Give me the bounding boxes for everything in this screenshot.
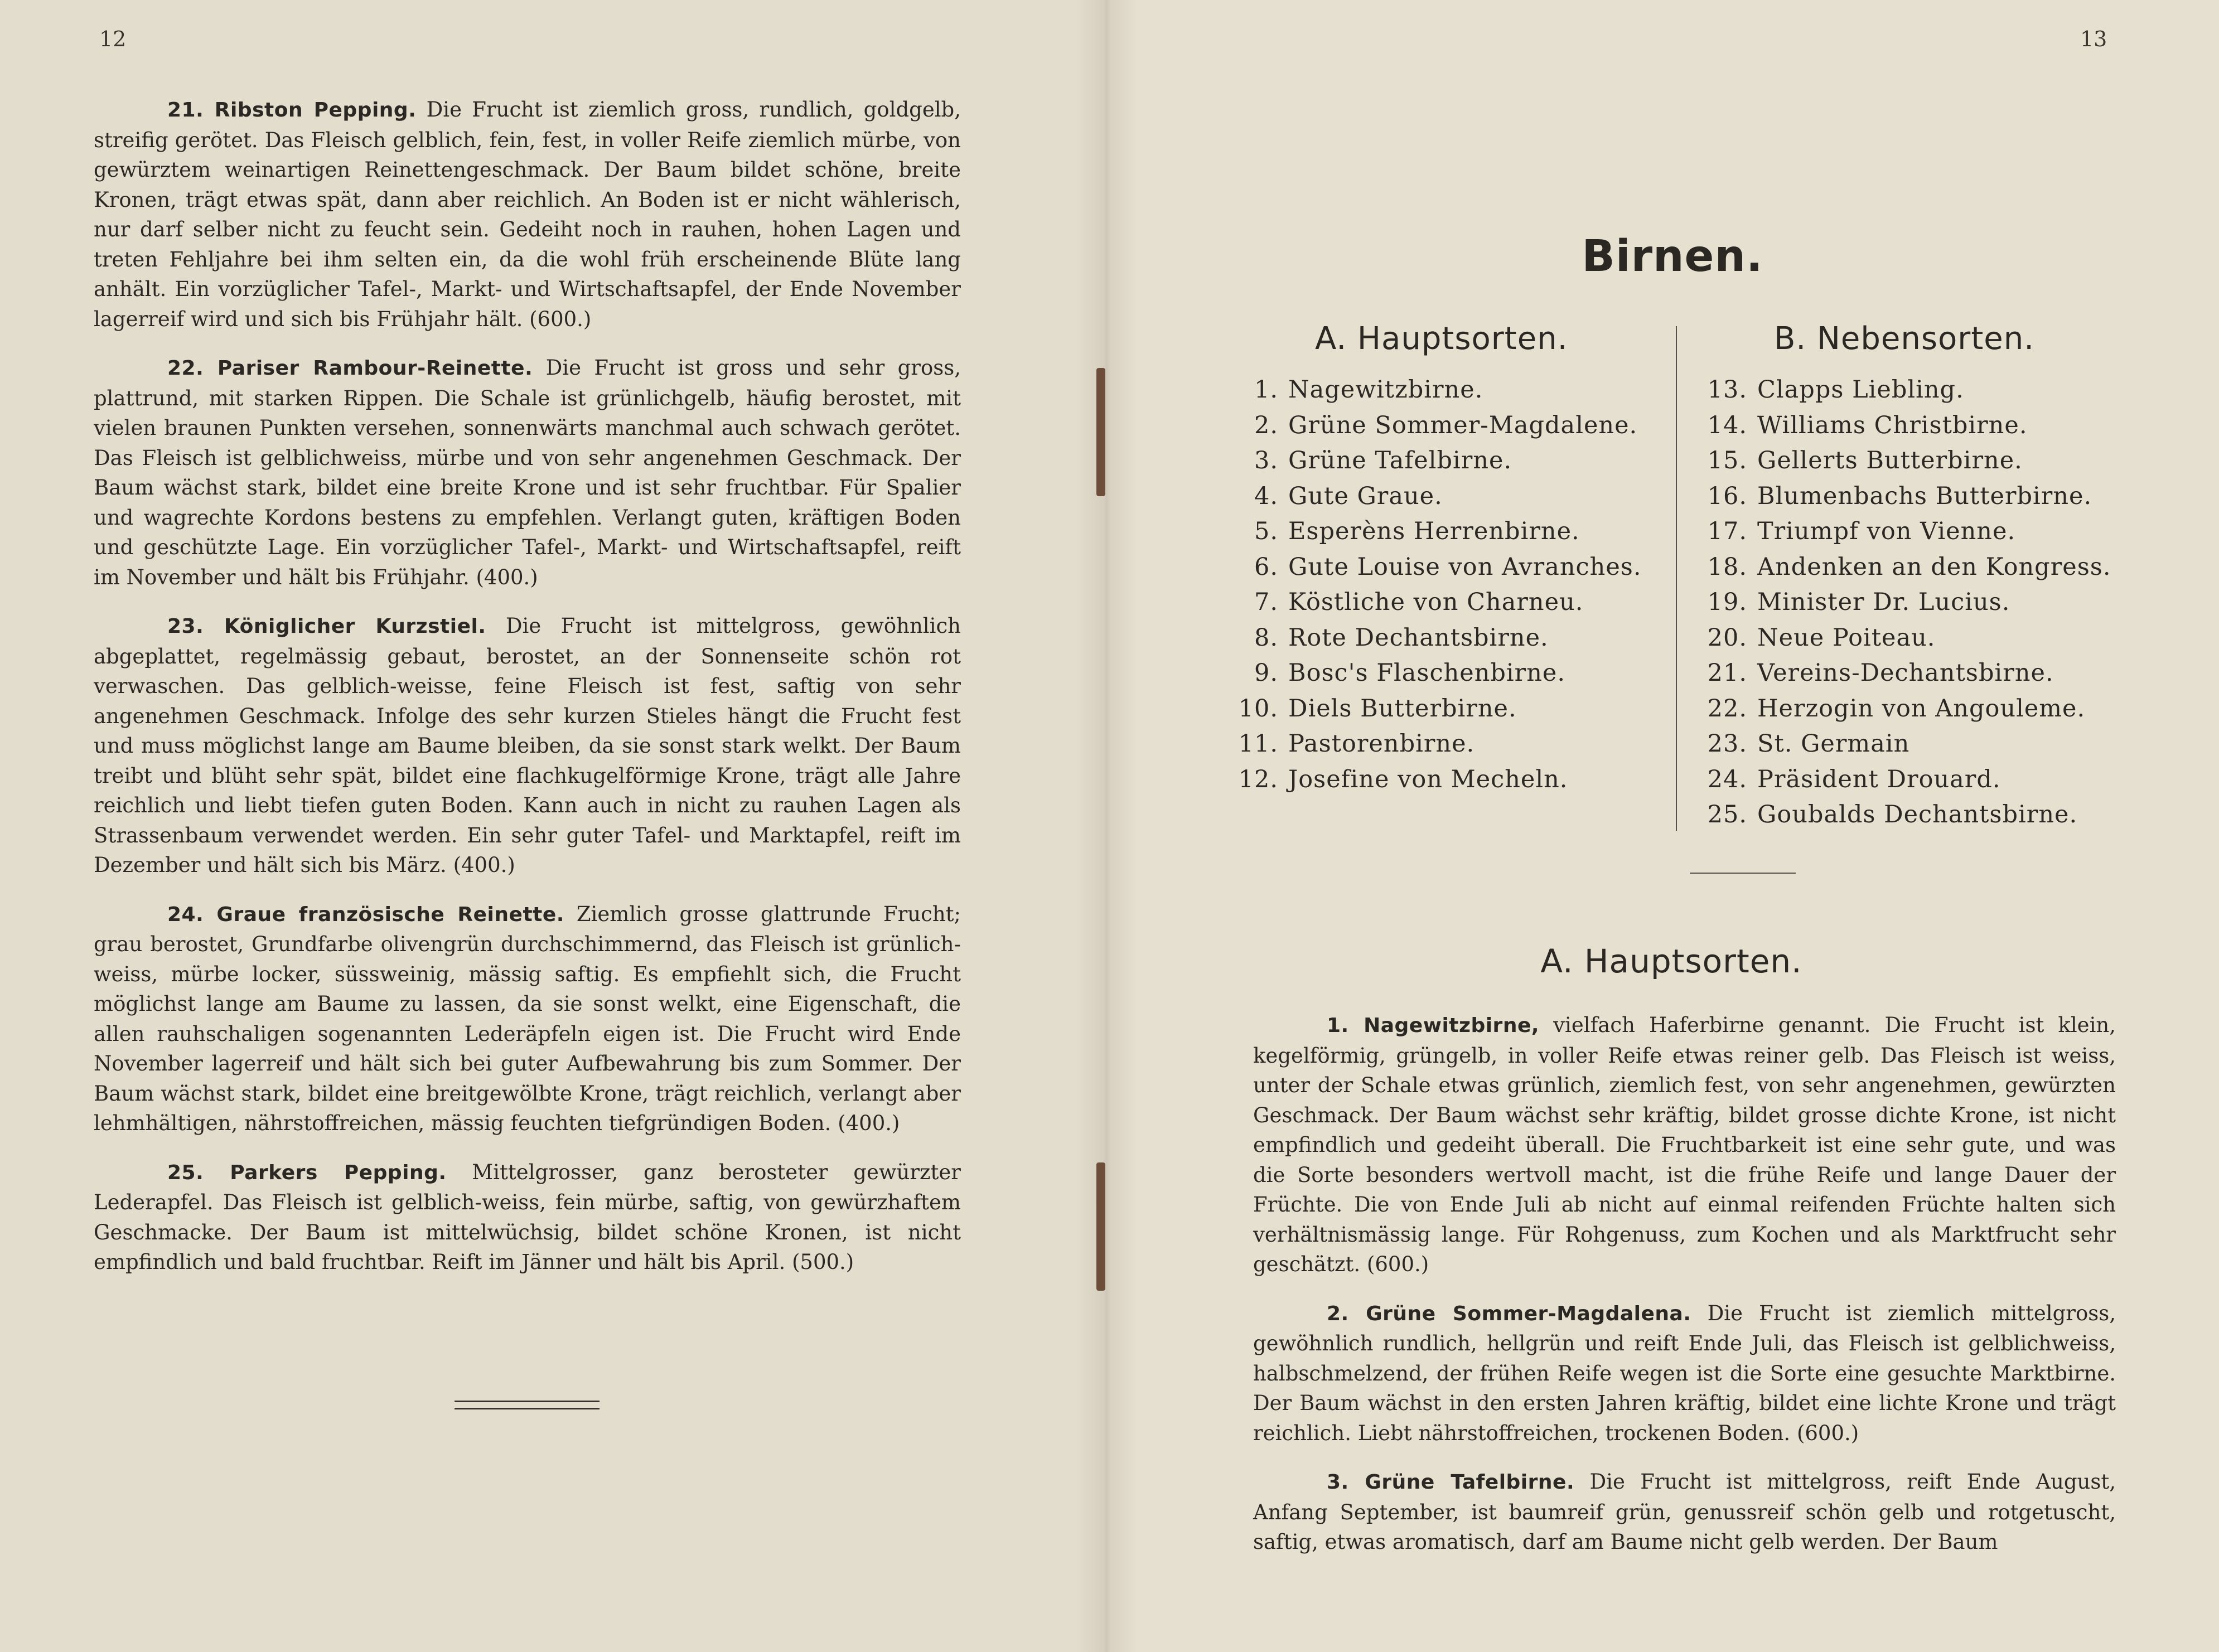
list-item — [1232, 479, 1642, 515]
item-number: 13. — [1707, 376, 1747, 404]
list-item — [1232, 762, 1642, 798]
item-name: Andenken an den Kongress. — [1757, 553, 2111, 581]
section-divider-rule — [1690, 873, 1796, 874]
list-item — [1701, 691, 2111, 727]
item-number: 15. — [1707, 447, 1747, 474]
list-item — [1701, 514, 2111, 550]
list-item — [1232, 408, 1642, 444]
item-number: 9. — [1254, 659, 1278, 687]
item-name: Nagewitzbirne. — [1288, 376, 1483, 404]
list-item — [1232, 372, 1642, 408]
page-number: 12 — [99, 27, 127, 51]
item-name: Präsident Drouard. — [1757, 765, 2001, 793]
list-item — [1232, 621, 1642, 656]
nebensorten-header: B. Nebensorten. — [1774, 321, 2035, 357]
item-name: Esperèns Herrenbirne. — [1288, 517, 1580, 545]
section-heading: A. Hauptsorten. — [1540, 942, 1802, 980]
book-gutter — [1076, 0, 1138, 1652]
item-name: Blumenbachs Butterbirne. — [1757, 482, 2092, 510]
entry-text: Die Frucht ist ziemlich gross, rundlich, goldgelb, streifig gerötet. Das Fleisch gelblich, fein, fest, in voller Reife ziemlich mürbe, von gewürztem weinartigen Reinettengeschmack. Der Baum bildet schöne, breite Kronen, trägt etwas spät, dann aber reichlich. An Boden ist er nicht wählerisch, nur darf selber nicht zu feucht sein. Gedeiht noch in rauhen, hohen Lagen und treten Fehljahre bei ihm selten ein, da die wohl früh erscheinende Blüte lang anhält. Ein vorzüglicher Tafel-, Markt- und Wirtschaftsapfel, der Ende November lagerreif wird und sich bis Frühjahr hält. (600.) — [94, 98, 961, 331]
entry-text: Mittelgrosser, ganz berosteter gewürzter Lederapfel. Das Fleisch ist gelblich-weiss, fein mürbe, saftig, von gewürzhaftem Geschmacke. Der Baum ist mittelwüchsig, bildet schöne Kronen, ist nicht empfindlich und bald fruchtbar. Reift im Jänner und hält bis April. (500.) — [94, 1160, 961, 1274]
list-item — [1232, 514, 1642, 550]
entry-graue-franzoesische-reinette — [94, 899, 961, 1139]
item-number: 4. — [1254, 482, 1278, 510]
item-name: Diels Butterbirne. — [1288, 694, 1517, 723]
item-name: Neue Poiteau. — [1757, 623, 1936, 652]
left-page — [0, 0, 1107, 1652]
list-item — [1232, 585, 1642, 621]
entry-parkers-pepping — [94, 1157, 961, 1277]
item-number: 18. — [1707, 553, 1747, 581]
section-end-double-rule — [455, 1401, 600, 1409]
item-number: 22. — [1707, 694, 1747, 723]
item-name: Pastorenbirne. — [1288, 730, 1475, 758]
item-number: 11. — [1238, 730, 1278, 758]
entry-ribston-pepping — [94, 95, 961, 334]
page-title: Birnen. — [1582, 231, 1763, 282]
item-number: 21. — [1707, 659, 1747, 687]
right-page — [1107, 0, 2219, 1652]
entry-title: 2. Grüne Sommer-Magdalena. — [1327, 1302, 1691, 1325]
nebensorten-list — [1701, 372, 2111, 833]
list-item — [1701, 621, 2111, 656]
entry-title: 25. Parkers Pepping. — [167, 1161, 447, 1184]
entry-title: 22. Pariser Rambour-Reinette. — [167, 357, 533, 380]
list-item — [1701, 762, 2111, 798]
item-number: 25. — [1707, 801, 1747, 829]
hauptsorten-header: A. Hauptsorten. — [1315, 321, 1568, 357]
item-number: 2. — [1254, 411, 1278, 439]
hauptsorten-list — [1232, 372, 1642, 797]
staple — [1096, 368, 1105, 496]
entry-gruene-tafelbirne — [1253, 1467, 2116, 1557]
apple-variety-descriptions — [94, 95, 961, 1296]
entry-text: Die Frucht ist mittelgross, gewöhnlich abgeplattet, regelmässig gebaut, berostet, an der Sonnenseite schön rot verwaschen. Das gelblich-weisse, feine Fleisch ist fest, saftig von sehr angenehmen Geschmack. Infolge des sehr kurzen Stieles hängt die Frucht fest und muss möglichst lange am Baume bleiben, da sie sonst stark welkt. Der Baum treibt und blüht sehr spät, bildet eine flachkugelförmige Krone, trägt alle Jahre reichlich und liebt tiefen guten Boden. Kann auch in nicht zu rauhen Lagen als Strassenbaum verwendet werden. Ein sehr guter Tafel- und Marktapfel, reift im Dezember und hält sich bis März. (400.) — [94, 614, 961, 877]
item-number: 19. — [1707, 588, 1747, 616]
entry-pariser-rambour-reinette — [94, 353, 961, 592]
item-number: 1. — [1254, 376, 1278, 404]
item-name: Triumpf von Vienne. — [1757, 517, 2016, 545]
item-number: 10. — [1238, 694, 1278, 723]
entry-text: Die Frucht ist mittelgross, reift Ende August, Anfang September, ist baumreif grün, genussreif schön gelb und rotgetuscht, saftig, etwas aromatisch, darf am Baume nicht gelb werden. Der Baum — [1253, 1470, 2116, 1554]
list-item — [1701, 408, 2111, 444]
item-name: Köstliche von Charneu. — [1288, 588, 1584, 616]
entry-text: vielfach Haferbirne genannt. Die Frucht ist klein, kegelförmig, grüngelb, in voller Reife etwas reiner gelb. Das Fleisch ist weiss, unter der Schale etwas grünlich, ziemlich fest, von sehr angenehmen, gewürzten Geschmack. Der Baum wächst sehr kräftig, bildet grosse dichte Krone, ist nicht empfindlich und gedeiht überall. Die Fruchtbarkeit ist eine sehr gute, und was die Sorte besonders wertvoll macht, ist die frühe Reife und lange Dauer der Früchte. Die von Ende Juli ab nicht auf einmal reifenden Früchte halten sich verhältnismässig lange. Für Rohgenuss, zum Kochen und als Marktfrucht sehr geschätzt. (600.) — [1253, 1013, 2116, 1276]
item-name: Gute Louise von Avranches. — [1288, 553, 1642, 581]
list-item — [1701, 550, 2111, 585]
item-name: Williams Christbirne. — [1757, 411, 2028, 439]
item-name: Minister Dr. Lucius. — [1757, 588, 2010, 616]
item-number: 17. — [1707, 517, 1747, 545]
entry-gruene-sommer-magdalena — [1253, 1299, 2116, 1448]
item-name: Goubalds Dechantsbirne. — [1757, 801, 2078, 829]
entry-title: 23. Königlicher Kurzstiel. — [167, 615, 486, 638]
item-number: 14. — [1707, 411, 1747, 439]
list-item — [1232, 726, 1642, 762]
item-name: Vereins-Dechantsbirne. — [1757, 659, 2054, 687]
staple — [1096, 1162, 1105, 1291]
list-item — [1701, 797, 2111, 833]
list-item — [1232, 443, 1642, 479]
column-divider — [1676, 326, 1677, 831]
item-number: 8. — [1254, 623, 1278, 652]
list-item — [1232, 656, 1642, 691]
item-name: Grüne Sommer-Magdalene. — [1288, 411, 1638, 439]
entry-title: 1. Nagewitzbirne, — [1327, 1014, 1540, 1037]
entry-koeniglicher-kurzstiel — [94, 611, 961, 880]
list-item — [1232, 550, 1642, 585]
list-item — [1701, 585, 2111, 621]
entry-title: 3. Grüne Tafelbirne. — [1327, 1471, 1575, 1494]
item-name: Rote Dechantsbirne. — [1288, 623, 1549, 652]
item-number: 6. — [1254, 553, 1278, 581]
pear-variety-descriptions — [1253, 1010, 2116, 1576]
item-number: 7. — [1254, 588, 1278, 616]
entry-text: Die Frucht ist gross und sehr gross, plattrund, mit starken Rippen. Die Schale ist grünlichgelb, häufig berostet, mit vielen braunen Punkten versehen, sonnenwärts manchmal auch schwach gerötet. Das Fleisch ist gelblichweiss, mürbe und von sehr angenehmen Geschmack. Der Baum wächst stark, bildet eine breite Krone und ist sehr fruchtbar. Für Spalier und wagrechte Kordons bestens zu empfehlen. Verlangt guten, kräftigen Boden und geschützte Lage. Ein vorzüglicher Tafel-, Markt- und Wirtschaftsapfel, reift im November und hält bis Frühjahr. (400.) — [94, 356, 961, 589]
item-number: 3. — [1254, 447, 1278, 474]
item-name: Gute Graue. — [1288, 482, 1443, 510]
list-item — [1232, 691, 1642, 727]
entry-text: Ziemlich grosse glattrunde Frucht; grau berostet, Grundfarbe olivengrün durchschimmernd, das Fleisch ist grünlich-weiss, mürbe locker, süssweinig, mässig saftig. Es empfiehlt sich, die Frucht möglichst lange am Baume zu lassen, da sie sonst welkt, eine Eigenschaft, die allen rauhschaligen sogenannten Lederäpfeln eigen ist. Die Frucht wird Ende November lagerreif und hält sich bei guter Aufbewahrung bis zum Sommer. Der Baum wächst stark, bildet eine breitgewölbte Krone, trägt reichlich, verlangt aber lehmhältigen, nährstoffreichen, mässig feuchten tiefgründigen Boden. (400.) — [94, 902, 961, 1135]
list-item — [1701, 479, 2111, 515]
item-name: Herzogin von Angouleme. — [1757, 694, 2086, 723]
item-number: 24. — [1707, 765, 1747, 793]
entry-title: 24. Graue französische Reinette. — [167, 903, 564, 926]
item-name: Josefine von Mecheln. — [1288, 765, 1568, 793]
item-number: 23. — [1707, 730, 1747, 758]
item-number: 16. — [1707, 482, 1747, 510]
item-name: Gellerts Butterbirne. — [1757, 447, 2023, 474]
list-item — [1701, 443, 2111, 479]
list-item — [1701, 726, 2111, 762]
item-number: 20. — [1707, 623, 1747, 652]
list-item — [1701, 372, 2111, 408]
entry-text: Die Frucht ist ziemlich mittelgross, gewöhnlich rundlich, hellgrün und reift Ende Juli, das Fleisch ist gelblichweiss, halbschmelzend, der frühen Reife wegen ist die Sorte eine gesuchte Marktbirne. Der Baum wächst in den ersten Jahren kräftig, bildet eine lichte Krone und trägt reichlich. Liebt nährstoffreichen, trockenen Boden. (600.) — [1253, 1301, 2116, 1445]
list-item — [1701, 656, 2111, 691]
entry-title: 21. Ribston Pepping. — [167, 99, 417, 122]
item-number: 12. — [1238, 765, 1278, 793]
item-number: 5. — [1254, 517, 1278, 545]
entry-nagewitzbirne — [1253, 1010, 2116, 1280]
item-name: Bosc's Flaschenbirne. — [1288, 659, 1566, 687]
item-name: Clapps Liebling. — [1757, 376, 1964, 404]
item-name: St. Germain — [1757, 730, 1910, 758]
item-name: Grüne Tafelbirne. — [1288, 447, 1512, 474]
page-number: 13 — [2080, 27, 2107, 51]
